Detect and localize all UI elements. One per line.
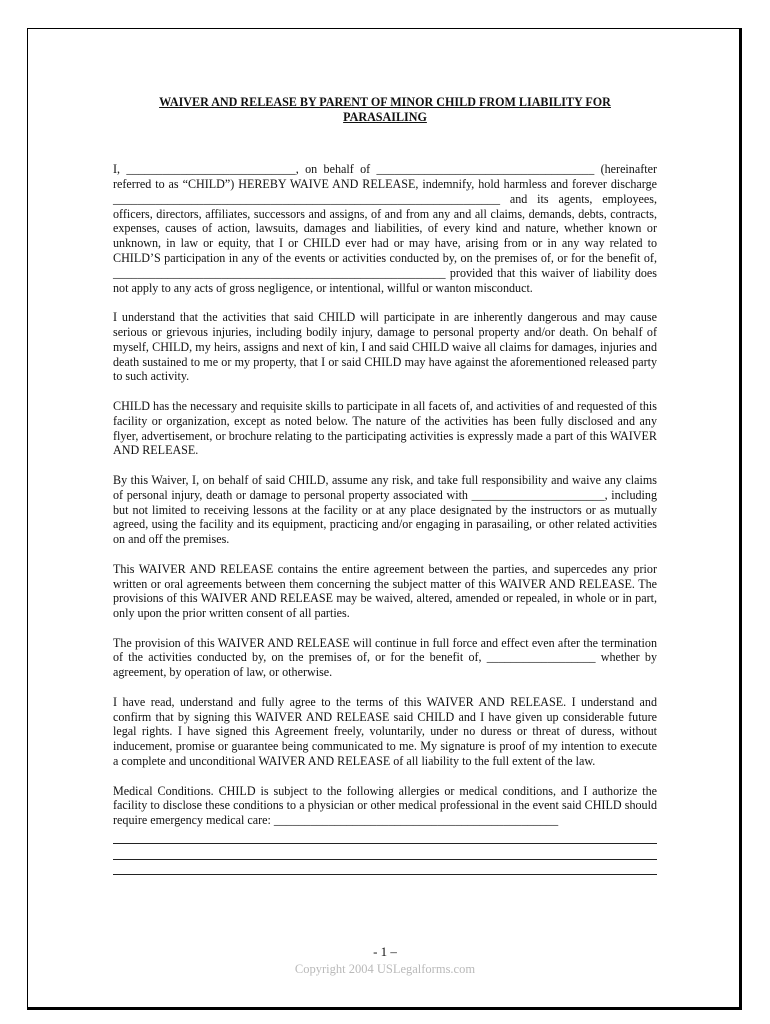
title-line-2: PARASAILING xyxy=(343,109,427,124)
medical-blank-line-3[interactable] xyxy=(113,860,657,876)
paragraph-skills: CHILD has the necessary and requisite skills to participate in all facets of, and activities of and requested of this facility or organization, except as noted below. The nature of the activities has been fully disclosed and any flyer, advertisement, or brochure relating to the participating activities is expressly made a part of this WAIVER AND RELEASE. xyxy=(113,398,657,458)
paragraph-entire-agreement: This WAIVER AND RELEASE contains the entire agreement between the parties, and supercedes any prior written or oral agreements between them concerning the subject matter of this WAIVER AND RELEASE. The provisions of this WAIVER AND RELEASE may be waived, altered, amended or repealed, in whole or in part, only upon the prior written consent of all parties. xyxy=(113,561,657,621)
page-number: - 1 – xyxy=(373,944,397,959)
document-title xyxy=(113,95,657,124)
paragraph-release: I, ____________________________, on behalf of ____________________________________ (hereinafter referred to as “CHILD”) HEREBY WAIVE AND RELEASE, indemnify, hold harmless and forever discharge ________________________________________________________________ and its agents, employees, officers, directors, affiliates, successors and assigns, of and from any and all claims, demands, debts, contracts, expenses, causes of action, lawsuits, damages and liabilities, of every kind and nature, whether known or unknown, in law or equity, that I or CHILD ever had or may have, arising from or in any way related to CHILD’S participation in any of the events or activities conducted by, on the premises of, or for the benefit of, _______________________________________________________ provided that this waiver of liability does not apply to any acts of gross negligence, or intentional, willful or wanton misconduct. xyxy=(113,162,657,295)
medical-blank-line-2[interactable] xyxy=(113,844,657,860)
copyright-notice: Copyright 2004 USLegalforms.com xyxy=(294,962,476,976)
paragraph-acknowledgement: I have read, understand and fully agree to the terms of this WAIVER AND RELEASE. I understand and confirm that by signing this WAIVER AND RELEASE said CHILD and I have given up considerable future legal rights. I have signed this Agreement freely, voluntarily, under no duress or threat of duress, without inducement, promise or guarantee being communicated to me. My signature is proof of my intention to execute a complete and unconditional WAIVER AND RELEASE of all liability to the full extent of the law. xyxy=(113,694,657,769)
paragraph-understanding: I understand that the activities that said CHILD will participate in are inherently dangerous and may cause serious or grievous injuries, including bodily injury, damage to personal property and/or death. On behalf of myself, CHILD, my heirs, assigns and next of kin, I and said CHILD waive all claims for damages, injuries and death sustained to me or my property, that I or said CHILD may have against the aforementioned released party to such activity. xyxy=(113,310,657,384)
paragraph-medical-conditions: Medical Conditions. CHILD is subject to the following allergies or medical conditions, and I authorize the facility to disclose these conditions to a physician or other medical professional in the event said CHILD should require emergency medical care: _______________________________________________ xyxy=(113,783,657,828)
title-line-1: WAIVER AND RELEASE BY PARENT OF MINOR CHILD FROM LIABILITY FOR xyxy=(159,95,611,109)
medical-blank-line-1[interactable] xyxy=(113,828,657,844)
paragraph-assume-risk: By this Waiver, I, on behalf of said CHILD, assume any risk, and take full responsibility and waive any claims of personal injury, death or damage to personal property associated with ______________________, including but not limited to receiving lessons at the facility or at any place designated by the instructors or as mutually agreed, using the facility and its equipment, practicing and/or engaging in parasailing, or other related activities on and off the premises. xyxy=(113,472,657,547)
paragraph-survival: The provision of this WAIVER AND RELEASE will continue in full force and effect even after the termination of the activities conducted by, on the premises of, or for the benefit of, __________________ whether by agreement, by operation of law, or otherwise. xyxy=(113,635,657,680)
document-body xyxy=(113,95,657,875)
